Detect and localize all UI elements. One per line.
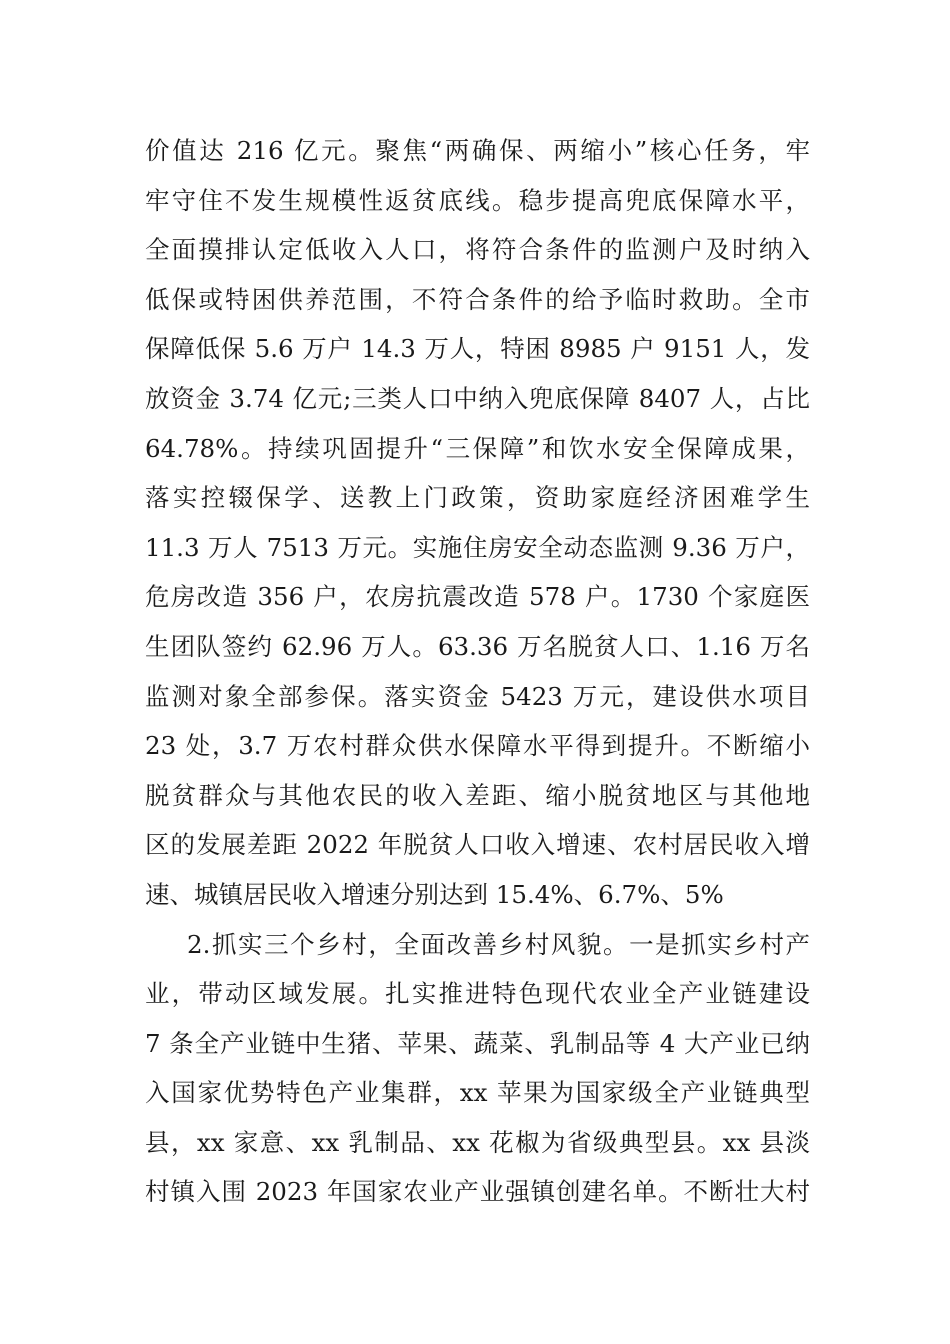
text-line: 监测对象全部参保。落实资金 5423 万元，建设供水项目 (145, 681, 810, 711)
text-line: 落实控辍保学、送教上门政策，资助家庭经济困难学生 (145, 483, 810, 513)
text-line: 价值达 216 亿元。聚焦“两确保、两缩小”核心任务，牢 (145, 136, 810, 165)
text-line: 村镇入围 2023 年国家农业产业强镇创建名单。不断壮大村 (145, 1177, 810, 1207)
text-line: 生团队签约 62.96 万人。63.36 万名脱贫人口、1.16 万名 (145, 631, 810, 661)
text-line: 业，带动区域发展。扎实推进特色现代农业全产业链建设 (145, 979, 810, 1009)
text-line: 放资金 3.74 亿元;三类人口中纳入兜底保障 8407 人，占比 (145, 383, 810, 413)
section-heading-line: 2.抓实三个乡村，全面改善乡村风貌。一是抓实乡村产 (187, 929, 810, 959)
text-line: 64.78%。持续巩固提升“三保障”和饮水安全保障成果， (145, 433, 810, 463)
text-line: 区的发展差距 2022 年脱贫人口收入增速、农村居民收入增 (145, 830, 810, 860)
text-line: 脱贫群众与其他农民的收入差距、缩小脱贫地区与其他地 (145, 780, 810, 810)
text-line: 11.3 万人 7513 万元。实施住房安全动态监测 9.36 万户， (145, 532, 810, 562)
text-line: 23 处，3.7 万农村群众供水保障水平得到提升。不断缩小 (145, 731, 810, 761)
body-text (145, 126, 810, 1217)
text-line: 7 条全产业链中生猪、苹果、蔬菜、乳制品等 4 大产业已纳 (145, 1028, 810, 1058)
text-line: 县，xx 家意、xx 乳制品、xx 花椒为省级典型县。xx 县淡 (145, 1127, 810, 1157)
paragraph-end-line: 速、城镇居民收入增速分别达到 15.4%、6.7%、5% (145, 879, 724, 909)
text-line: 危房改造 356 户，农房抗震改造 578 户。1730 个家庭医 (145, 582, 810, 612)
text-line: 牢守住不发生规模性返贫底线。稳步提高兜底保障水平， (145, 185, 810, 215)
text-line: 保障低保 5.6 万户 14.3 万人，特困 8985 户 9151 人，发 (145, 334, 810, 364)
text-line: 全面摸排认定低收入人口，将符合条件的监测户及时纳入 (145, 235, 810, 265)
text-line: 入国家优势特色产业集群，xx 苹果为国家级全产业链典型 (145, 1078, 810, 1108)
text-line: 低保或特困供养范围，不符合条件的给予临时救助。全市 (145, 284, 810, 314)
